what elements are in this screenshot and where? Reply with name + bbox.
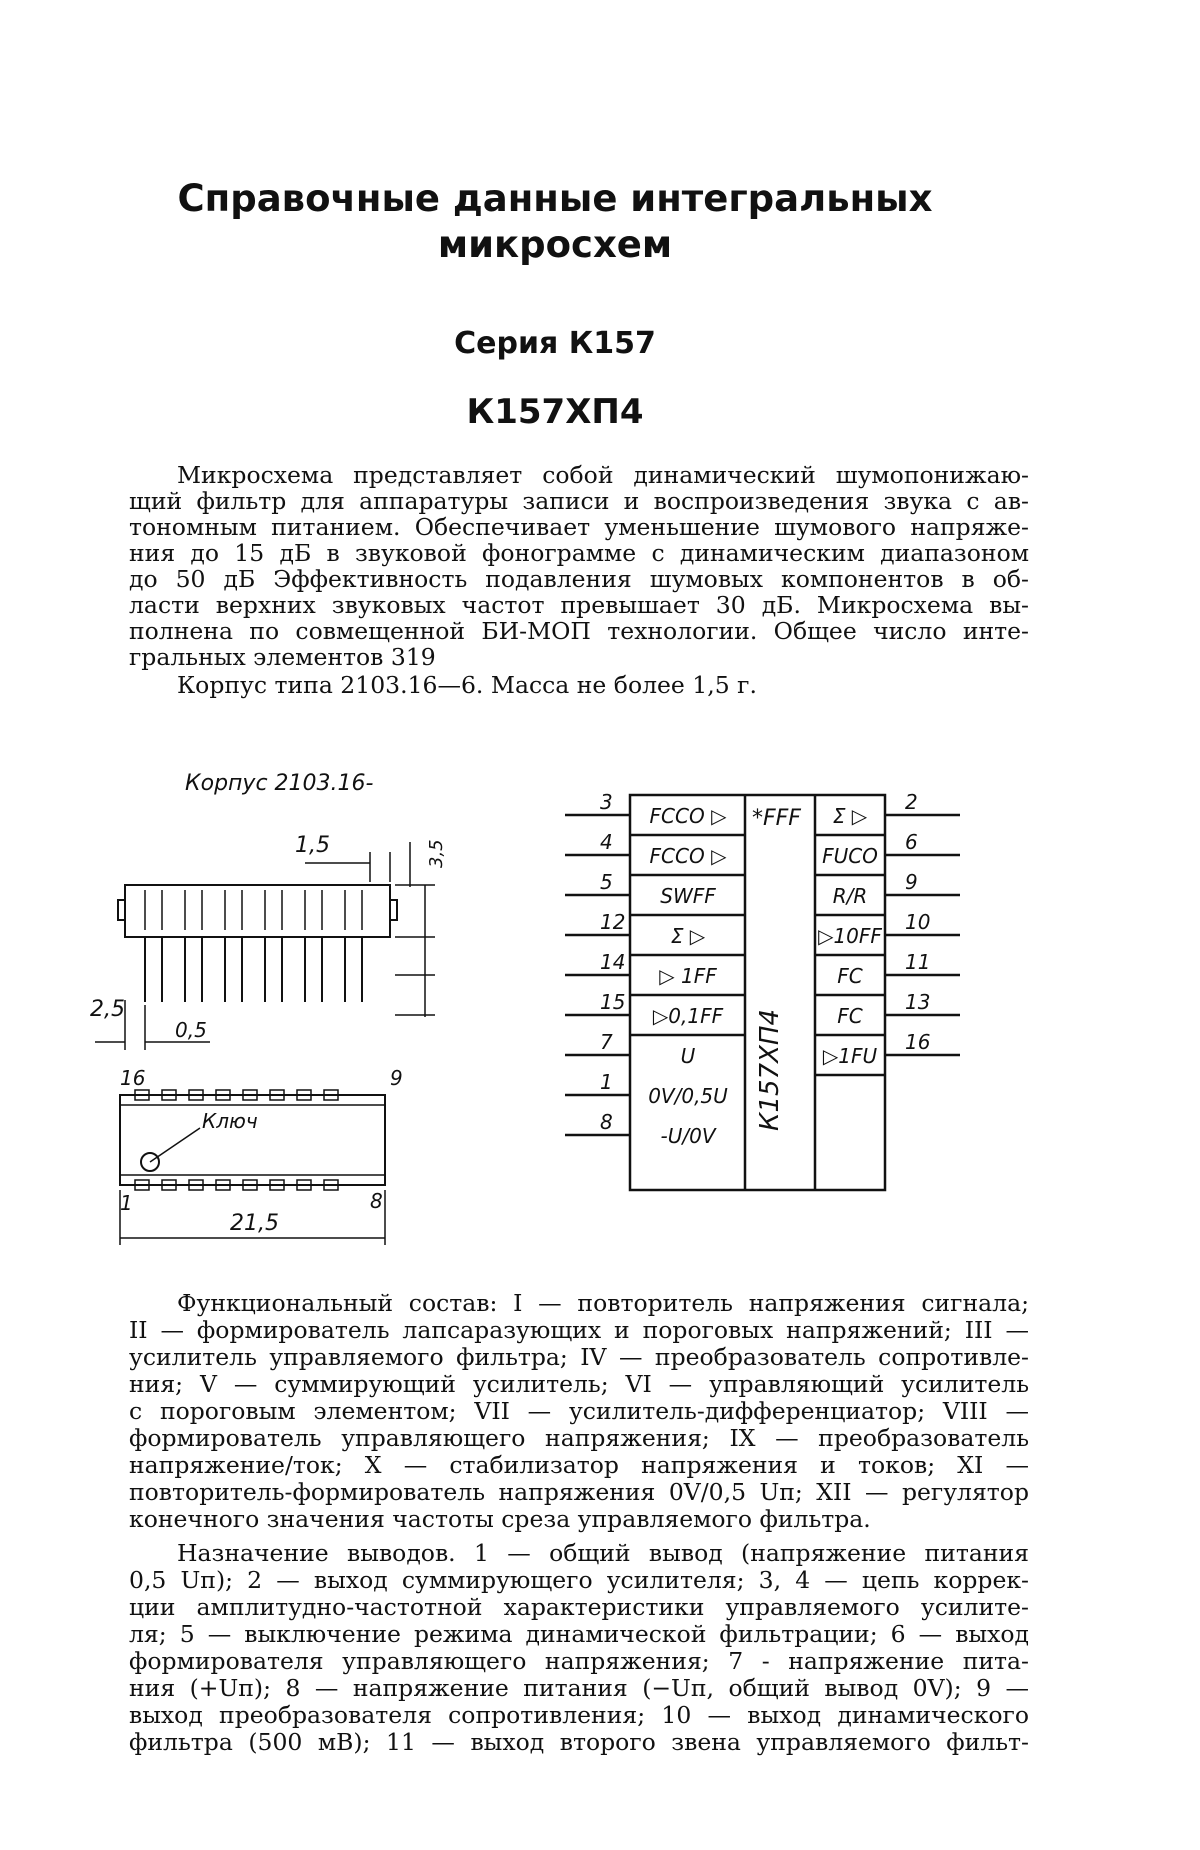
pins-line: ния (+Uп); 8 — напряжение питания (−Uп, общий вывод 0V); 9 — [129, 1674, 1029, 1702]
right-block-label: FUCO [822, 844, 878, 868]
pin-16-label: 16 [120, 1066, 146, 1090]
description-line: щий фильтр для аппаратуры записи и воспроизведения звука с ав- [129, 487, 1029, 515]
chip-title: К157ХП4 [466, 392, 644, 432]
schematic-center-label: *FFF [752, 806, 801, 831]
left-block-label: ▷ 1FF [659, 964, 717, 988]
functional-line: с пороговым элементом; VII — усилитель-дифференциатор; VIII — [129, 1397, 1029, 1425]
right-pin-number: 10 [905, 910, 931, 934]
left-block-label: ▷0,1FF [652, 1004, 724, 1028]
left-pin-number: 3 [600, 790, 613, 814]
pin-8-label: 8 [370, 1189, 383, 1213]
key-label: Ключ [202, 1109, 258, 1133]
pins-line: ции амплитудно-частотной характеристики управляемого усилите- [129, 1593, 1029, 1621]
left-block-label: Σ ▷ [670, 924, 706, 948]
package-line: Корпус типа 2103.16—6. Масса не более 1,5 г. [177, 671, 757, 699]
left-block-label: 0V/0,5U [648, 1084, 728, 1108]
pins-line: Назначение выводов. 1 — общий вывод (напряжение питания [177, 1539, 1029, 1567]
package-caption: Корпус 2103.16- [185, 771, 374, 796]
right-block-label: Σ ▷ [832, 804, 868, 828]
right-pin-number: 11 [905, 950, 931, 974]
description-line: ния до 15 дБ в звуковой фонограмме с динамическим диапазоном [129, 539, 1029, 567]
left-block-label: -U/0V [660, 1124, 716, 1148]
left-pin-number: 5 [600, 870, 613, 894]
description-line: тономным питанием. Обеспечивает уменьшение шумового напряже- [129, 513, 1029, 541]
left-block-label: FCCO ▷ [649, 804, 727, 828]
functional-line: напряжение/ток; X — стабилизатор напряжения и токов; XI — [129, 1451, 1029, 1479]
right-block-label: ▷1FU [822, 1044, 878, 1068]
schematic-right-column [815, 790, 960, 1075]
pins-line: выход преобразователя сопротивления; 10 — выход динамического [129, 1701, 1029, 1729]
description-line: гральных элементов 319 [129, 643, 436, 671]
left-block-label: SWFF [660, 884, 716, 908]
functional-line: ния; V — суммирующий усилитель; VI — управляющий усилитель [129, 1370, 1029, 1398]
functional-line: конечного значения частоты среза управляемого фильтра. [129, 1505, 871, 1533]
functional-line: II — формирователь лапсаразующих и пороговых напряжений; III — [129, 1316, 1029, 1344]
package-side-body [125, 885, 390, 937]
right-block-label: FC [837, 964, 863, 988]
right-block-label: R/R [832, 884, 868, 908]
pin-1-label: 1 [120, 1191, 133, 1215]
dim-height-label: 3,5 [426, 839, 447, 868]
description-line: Микросхема представляет собой динамический шумопонижаю- [177, 461, 1029, 489]
right-block-label: ▷10FF [818, 924, 882, 948]
package-side-notches [118, 900, 397, 920]
right-pin-number: 16 [905, 1030, 931, 1054]
right-pin-number: 6 [905, 830, 918, 854]
left-block-label: FCCO ▷ [649, 844, 727, 868]
right-pin-number: 13 [905, 990, 931, 1014]
dim-pitch-label: 1,5 [295, 833, 330, 858]
right-pin-number: 9 [905, 870, 918, 894]
description-line: до 50 дБ Эффективность подавления шумовых компонентов в об- [129, 565, 1029, 593]
pin-9-label: 9 [390, 1066, 403, 1090]
left-pin-number: 4 [600, 830, 613, 854]
left-pin-number: 7 [600, 1030, 613, 1054]
functional-line: усилитель управляемого фильтра; IV — преобразователь сопротивле- [129, 1343, 1029, 1371]
page-heading [0, 176, 1110, 268]
schematic-vertical-label: К157ХП4 [755, 1009, 785, 1131]
pins-line: 0,5 Uп); 2 — выход суммирующего усилителя; 3, 4 — цепь коррек- [129, 1566, 1029, 1594]
left-block-label: U [680, 1044, 696, 1068]
pins-line: фильтра (500 мВ); 11 — выход второго звена управляемого фильт- [129, 1728, 1029, 1756]
left-pin-number: 8 [600, 1110, 613, 1134]
functional-line: Функциональный состав: I — повторитель напряжения сигнала; [177, 1289, 1029, 1317]
description-line: ласти верхних звуковых частот превышает 30 дБ. Микросхема вы- [129, 591, 1029, 619]
right-block-label: FC [837, 1004, 863, 1028]
package-side-leads [145, 890, 362, 1002]
schematic-diagram [560, 770, 1000, 1210]
heading-line-1: Справочные данные интегральных [177, 177, 933, 220]
heading-line-2: микросхем [437, 223, 673, 266]
package-drawing [90, 760, 530, 1250]
left-pin-number: 12 [600, 910, 626, 934]
functional-line: формирователь управляющего напряжения; IX — преобразователь [129, 1424, 1029, 1452]
schematic-left-column [565, 790, 745, 1148]
description-line: полнена по совмещенной БИ-МОП технологии. Общее число инте- [129, 617, 1029, 645]
left-pin-number: 15 [600, 990, 626, 1014]
pins-line: ля; 5 — выключение режима динамической фильтрации; 6 — выход [129, 1620, 1029, 1648]
dim-lead-label: 0,5 [175, 1018, 207, 1042]
dim-left-label: 2,5 [90, 997, 125, 1022]
functional-line: повторитель-формирователь напряжения 0V/0,5 Uп; XII — регулятор [129, 1478, 1029, 1506]
right-pin-number: 2 [905, 790, 918, 814]
pins-line: формирователя управляющего напряжения; 7 - напряжение пита- [129, 1647, 1029, 1675]
dim-length-label: 21,5 [230, 1211, 279, 1236]
left-pin-number: 1 [600, 1070, 613, 1094]
left-pin-number: 14 [600, 950, 626, 974]
series-title: Серия К157 [454, 326, 656, 361]
